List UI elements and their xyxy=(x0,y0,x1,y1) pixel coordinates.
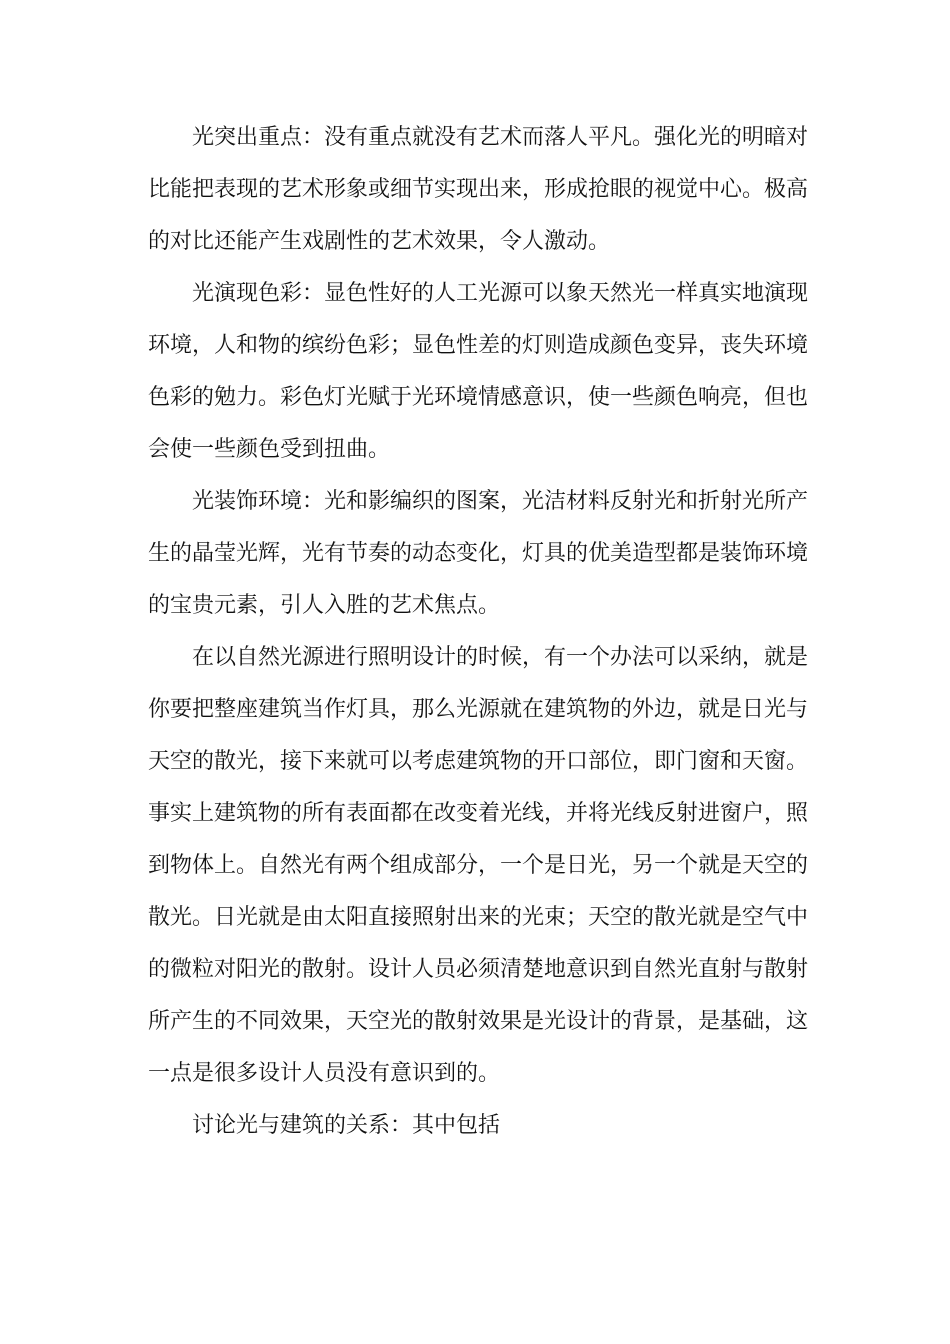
document-body xyxy=(148,112,808,1152)
paragraph-decoration: 光装饰环境：光和影编织的图案，光洁材料反射光和折射光所产生的晶莹光辉，光有节奏的动态变化，灯具的优美造型都是装饰环境的宝贵元素，引人入胜的艺术焦点。 xyxy=(148,489,809,618)
paragraph-natural-light: 在以自然光源进行照明设计的时候，有一个办法可以采纳，就是你要把整座建筑当作灯具，那么光源就在建筑物的外边，就是日光与天空的散光，接下来就可以考虑建筑物的开口部位，即门窗和天窗。事实上建筑物的所有表面都在改变着光线，并将光线反射进窗户，照到物体上。自然光有两个组成部分，一个是日光，另一个就是天空的散光。日光就是由太阳直接照射出来的光束；天空的散光就是空气中的微粒对阳光的散射。设计人员必须清楚地意识到自然光直射与散射所产生的不同效果，天空光的散射效果是光设计的背景，是基础，这一点是很多设计人员没有意识到的。 xyxy=(148,645,809,1086)
paragraph-highlight: 光突出重点：没有重点就没有艺术而落人平凡。强化光的明暗对比能把表现的艺术形象或细节实现出来，形成抢眼的视觉中心。极高的对比还能产生戏剧性的艺术效果，令人激动。 xyxy=(148,125,809,254)
paragraph-discussion: 讨论光与建筑的关系：其中包括 xyxy=(192,1113,501,1138)
paragraph-color: 光演现色彩：显色性好的人工光源可以象天然光一样真实地演现环境，人和物的缤纷色彩；显色性差的灯则造成颜色变异，丧失环境色彩的勉力。彩色灯光赋于光环境情感意识，使一些颜色响亮，但也会使一些颜色受到扭曲。 xyxy=(148,281,809,462)
